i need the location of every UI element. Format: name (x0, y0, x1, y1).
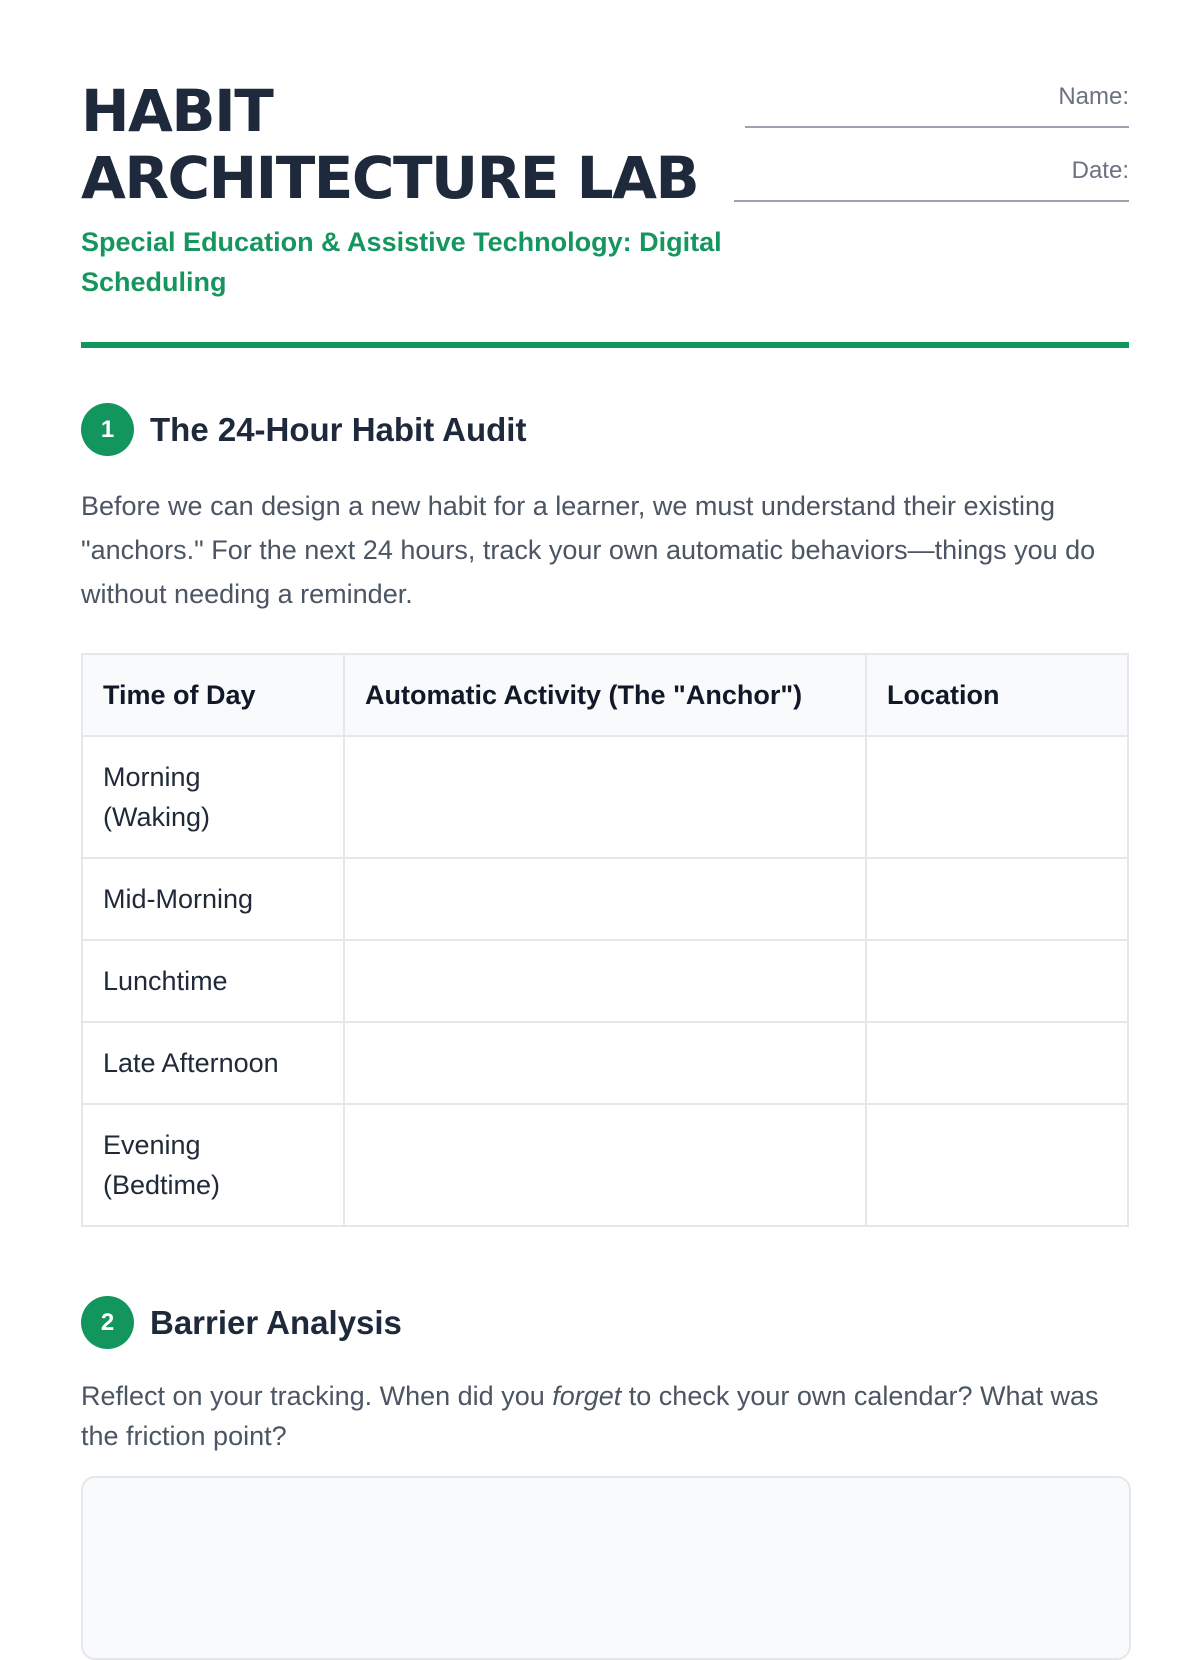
activity-cell[interactable] (344, 1022, 866, 1104)
table-row (82, 1104, 1128, 1226)
date-field (734, 156, 1129, 202)
worksheet-header (81, 0, 1129, 348)
time-of-day-cell (82, 858, 344, 940)
column-header-location: Location (866, 654, 1128, 736)
section-2-number-badge: 2 (81, 1296, 134, 1349)
table-row (82, 940, 1128, 1022)
worksheet-subtitle: Special Education & Assistive Technology: Digital Scheduling (81, 227, 722, 297)
table-row (82, 858, 1128, 940)
time-of-day-cell (82, 736, 344, 858)
name-write-line[interactable] (745, 112, 1129, 128)
time-of-day-cell (82, 1022, 344, 1104)
prompt-text-start: Reflect on your tracking. When did you (81, 1381, 553, 1411)
date-write-line[interactable] (734, 186, 1129, 202)
section-2-heading (81, 1296, 402, 1349)
header-divider (81, 342, 1129, 348)
section-2-title: Barrier Analysis (150, 1303, 402, 1341)
title-line-1: HABIT (81, 77, 273, 145)
location-cell[interactable] (866, 940, 1128, 1022)
section-1-heading (81, 403, 526, 456)
date-label: Date: (1071, 157, 1129, 184)
activity-cell[interactable] (344, 736, 866, 858)
section-2-prompt (81, 1376, 1129, 1456)
section-1-number-badge: 1 (81, 403, 134, 456)
time-sublabel: (Bedtime) (103, 1170, 221, 1200)
habit-audit-table (81, 653, 1129, 1227)
prompt-emphasis: forget (552, 1381, 622, 1411)
name-field (745, 82, 1129, 128)
column-header-time: Time of Day (82, 654, 344, 736)
time-label: Morning (103, 762, 201, 792)
table-row (82, 1022, 1128, 1104)
column-header-activity: Automatic Activity (The "Anchor") (344, 654, 866, 736)
barrier-response-box[interactable] (81, 1476, 1131, 1660)
time-label: Late Afternoon (103, 1048, 279, 1078)
prompt-text-end: to check your own calendar? What was the friction point? (81, 1381, 1099, 1451)
section-1-instructions: Before we can design a new habit for a learner, we must understand their existing "anchors." For the next 24 hours, track your own automatic behaviors—things you do without needing a reminder. (81, 491, 1096, 609)
location-cell[interactable] (866, 858, 1128, 940)
location-cell[interactable] (866, 1104, 1128, 1226)
time-of-day-cell (82, 940, 344, 1022)
activity-cell[interactable] (344, 1104, 866, 1226)
worksheet-page (81, 0, 1129, 1451)
time-sublabel: (Waking) (103, 802, 211, 832)
time-label: Evening (103, 1130, 201, 1160)
time-label: Lunchtime (103, 966, 228, 996)
time-label: Mid-Morning (103, 884, 254, 914)
table-header-row (82, 654, 1128, 736)
activity-cell[interactable] (344, 940, 866, 1022)
location-cell[interactable] (866, 736, 1128, 858)
name-label: Name: (1058, 83, 1129, 110)
section-1-title: The 24-Hour Habit Audit (150, 410, 527, 448)
activity-cell[interactable] (344, 858, 866, 940)
table-row (82, 736, 1128, 858)
location-cell[interactable] (866, 1022, 1128, 1104)
time-of-day-cell (82, 1104, 344, 1226)
title-line-2: ARCHITECTURE LAB (81, 144, 699, 212)
worksheet-title (81, 78, 698, 212)
